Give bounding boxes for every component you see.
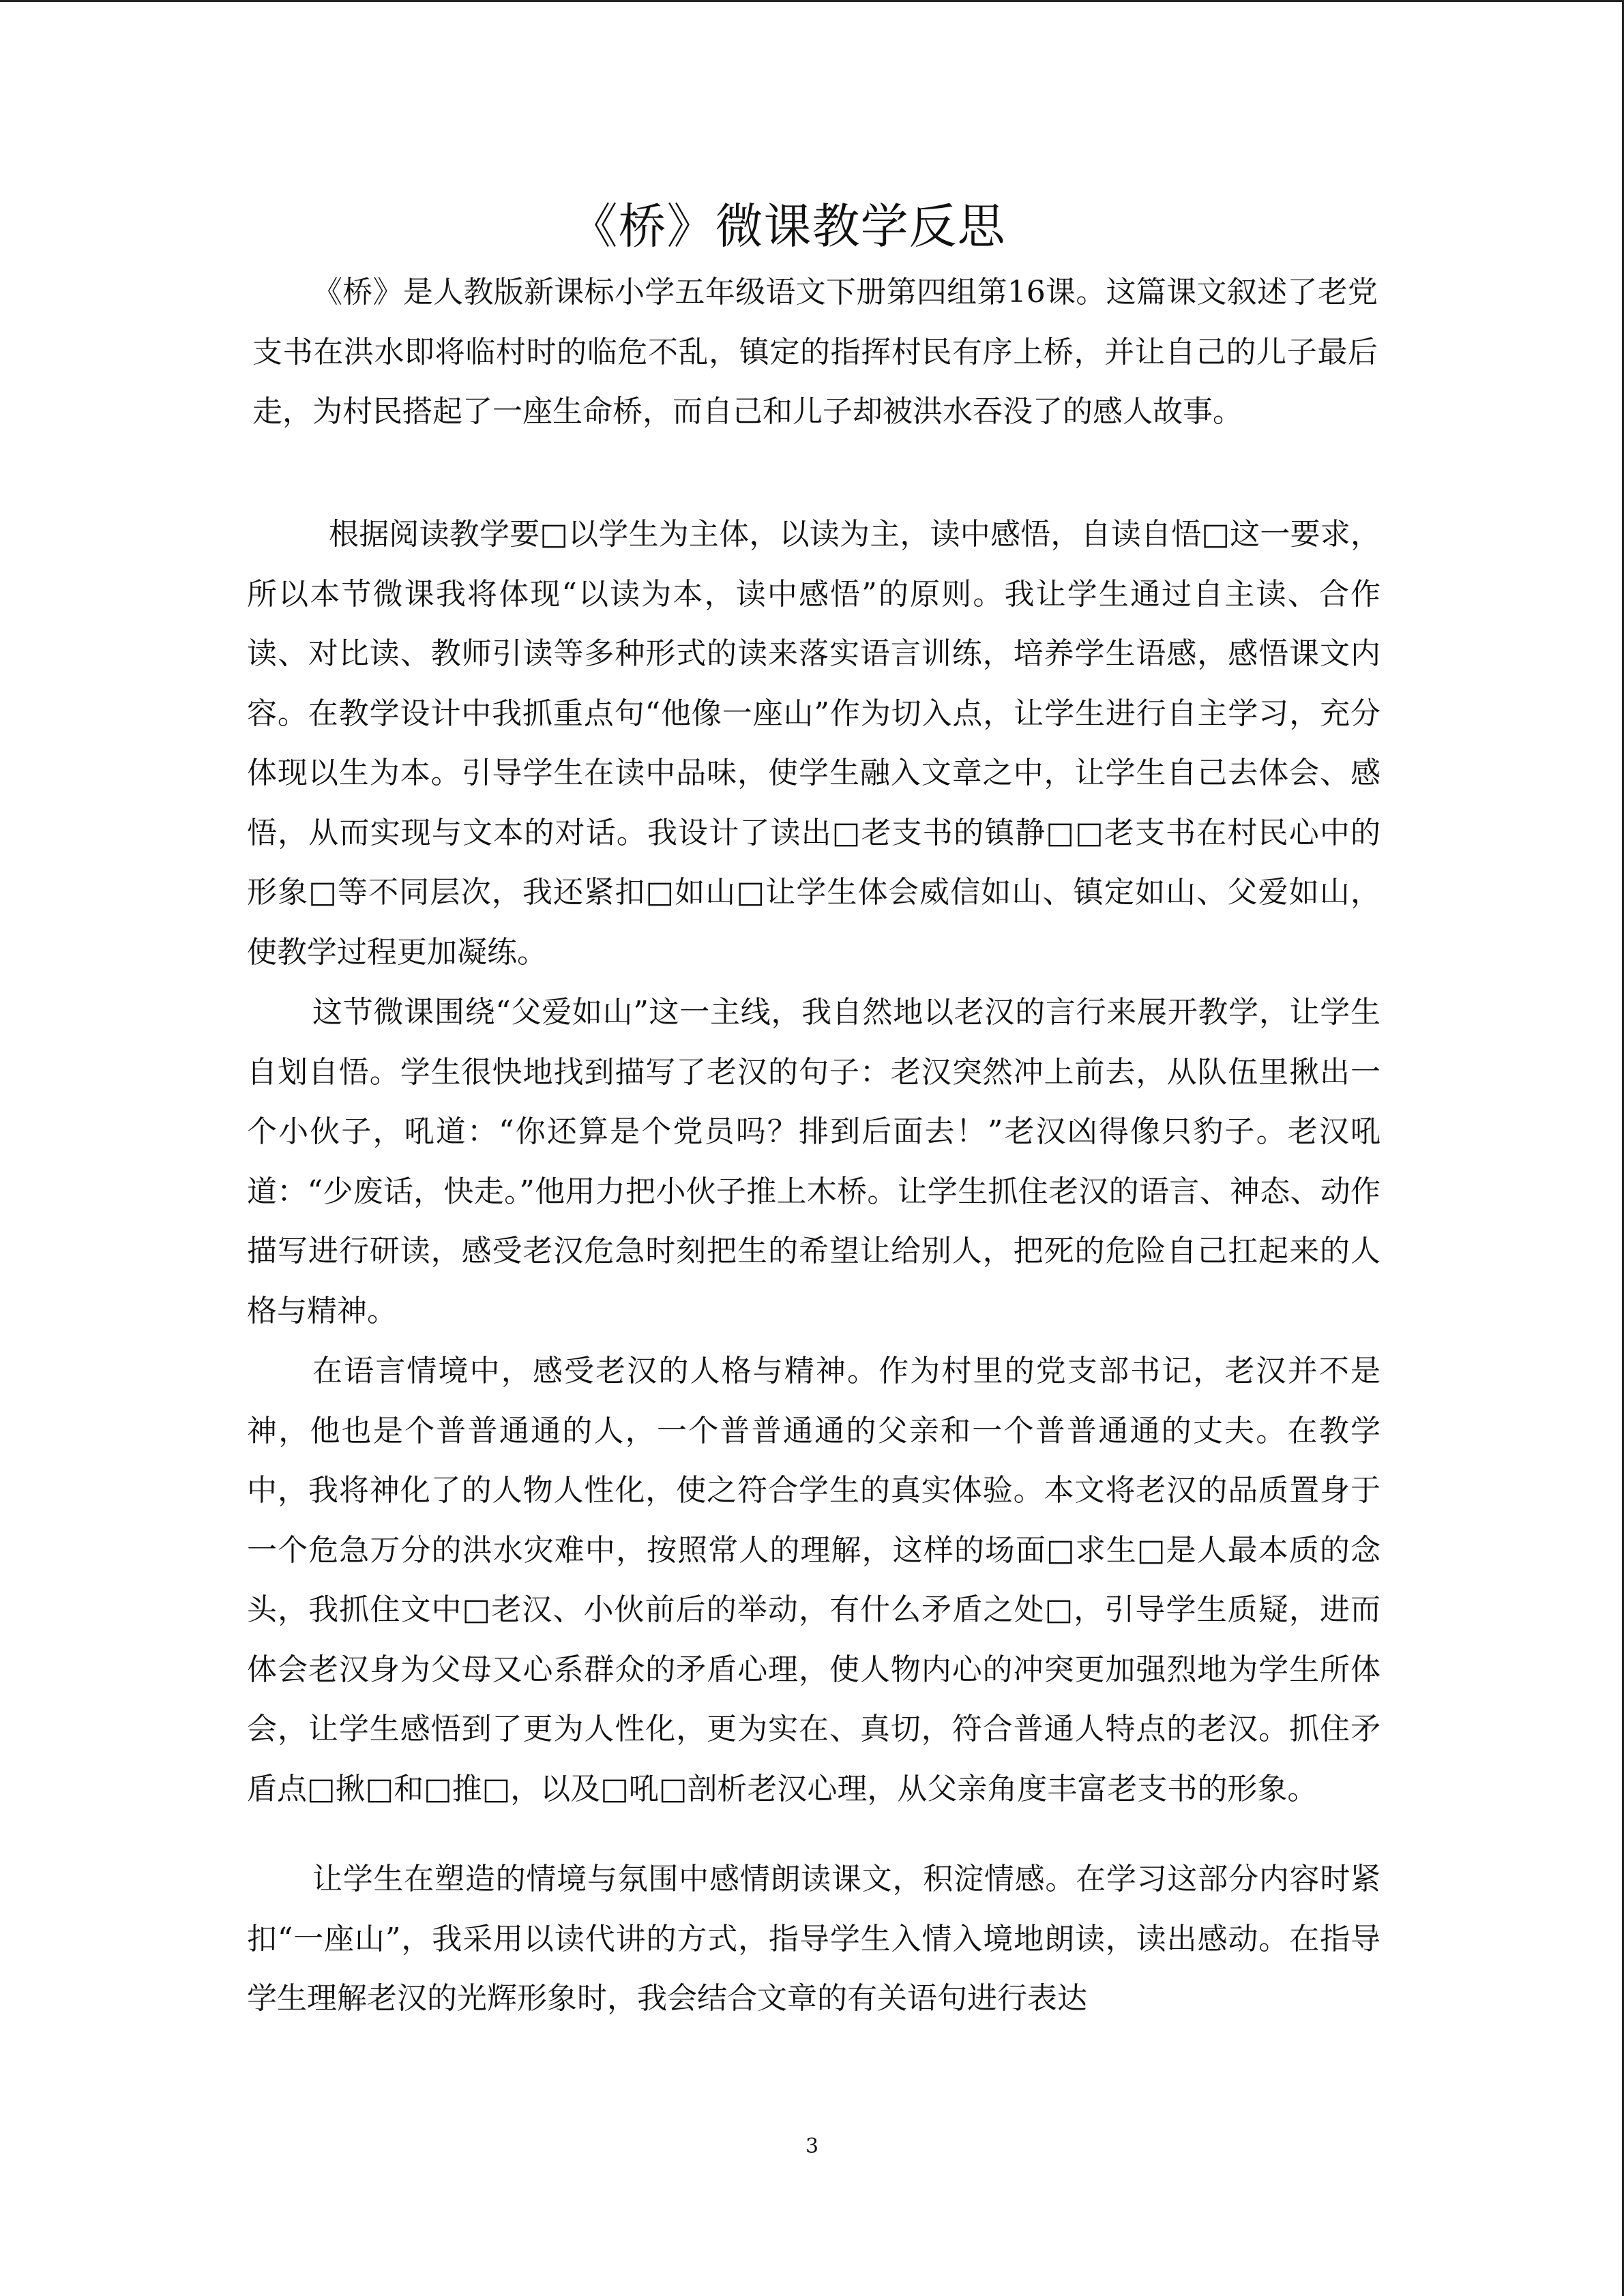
document-title: 《桥》微课教学反思: [570, 198, 1006, 254]
paragraph-2: 根据阅读教学要□以学生为主体，以读为主，读中感悟，自读自悟□这一要求，所以本节微课我将体现“以读为本，读中感悟”的原则。我让学生通过自主读、合作读、对比读、教师引读等多种形式的读来落实语言训练，培养学生语感，感悟课文内容。在教学设计中我抓重点句“他像一座山”作为切入点，让学生进行自主学习，充分体现以生为本。引导学生在读中品味，使学生融入文章之中，让学生自己去体会、感悟，从而实现与文本的对话。我设计了读出□老支书的镇静□□老支书在村民心中的形象□等不同层次，我还紧扣□如山□让学生体会威信如山、镇定如山、父爱如山，使教学过程更加凝练。: [247, 517, 1381, 970]
page-number: 3: [805, 2134, 819, 2158]
paragraph-3: 这节微课围绕“父爱如山”这一主线，我自然地以老汉的言行来展开教学，让学生自划自悟。学生很快地找到描写了老汉的句子：老汉突然冲上前去，从队伍里揪出一个小伙子，吼道：“你还算是个党员吗？排到后面去！”老汉凶得像只豹子。老汉吼道：“少废话，快走。”他用力把小伙子推上木桥。让学生抓住老汉的语言、神态、动作描写进行研读，感受老汉危急时刻把生的希望让给别人，把死的危险自己扛起来的人格与精神。: [247, 995, 1381, 1328]
paragraph-4: 在语言情境中，感受老汉的人格与精神。作为村里的党支部书记，老汉并不是神，他也是个普普通通的人，一个普普通通的父亲和一个普普通通的丈夫。在教学中，我将神化了的人物人性化，使之符合学生的真实体验。本文将老汉的品质置身于一个危急万分的洪水灾难中，按照常人的理解，这样的场面□求生□是人最本质的念头，我抓住文中□老汉、小伙前后的举动，有什么矛盾之处□，引导学生质疑，进而体会老汉身为父母又心系群众的矛盾心理，使人物内心的冲突更加强烈地为学生所体会，让学生感悟到了更为人性化，更为实在、真切，符合普通人特点的老汉。抓住矛盾点□揪□和□推□，以及□吼□剖析老汉心理，从父亲角度丰富老支书的形象。: [247, 1354, 1381, 1806]
page-top-border: [0, 0, 1624, 2]
paragraph-1: 《桥》是人教版新课标小学五年级语文下册第四组第16课。这篇课文叙述了老党支书在洪水即将临村时的临危不乱，镇定的指挥村民有序上桥，并让自己的儿子最后走，为村民搭起了一座生命桥，而自己和儿子却被洪水吞没了的感人故事。: [252, 275, 1378, 429]
paragraph-5: 让学生在塑造的情境与氛围中感情朗读课文，积淀情感。在学习这部分内容时紧扣“一座山”，我采用以读代讲的方式，指导学生入情入境地朗读，读出感动。在指导学生理解老汉的光辉形象时，我会结合文章的有关语句进行表达: [247, 1862, 1381, 2016]
